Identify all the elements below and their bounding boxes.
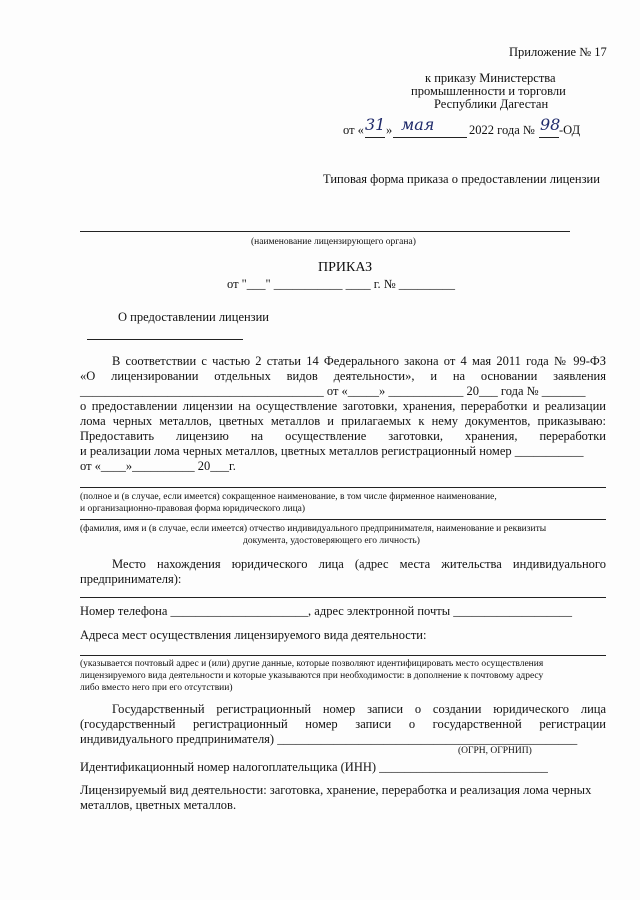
location-line-1: Место нахождения юридического лица (адрес места жительства индивидуального xyxy=(112,557,606,571)
caption-legal-name-1: (полное и (в случае, если имеется) сокращенное наименование, в том числе фирменное наименование, xyxy=(80,492,497,502)
caption-entrepreneur-1: (фамилия, имя и (в случае, если имеется) отчество индивидуального предпринимателя, наименование и реквизиты xyxy=(80,524,547,534)
subject-underline xyxy=(87,339,243,340)
date-prefix: от « xyxy=(343,123,364,137)
phone-email-line: Номер телефона ______________________, адрес электронной почты ___________________ xyxy=(80,604,573,618)
date-day-handwritten: 31 xyxy=(365,115,386,134)
body-line-5: лома черных металлов, цветных металлов и прилагаемых к нему документов, приказываю: xyxy=(80,414,606,428)
location-line-2: предпринимателя): xyxy=(80,572,182,586)
body-line-8: от «____»__________ 20___г. xyxy=(80,459,236,473)
date-number-handwritten: 98 xyxy=(540,115,561,134)
form-title: Типовая форма приказа о предоставлении лицензии xyxy=(323,172,600,186)
activity-places-label: Адреса мест осуществления лицензируемого вида деятельности: xyxy=(80,628,427,642)
licensed-activity-1: Лицензируемый вид деятельности: заготовка, хранение, переработка и реализация лома черных xyxy=(80,783,592,797)
body-line-6: Предоставить лицензию на осуществление заготовки, хранения, переработки xyxy=(80,429,606,443)
ogrn-caption: (ОГРН, ОГРНИП) xyxy=(458,746,532,756)
order-title: ПРИКАЗ xyxy=(318,260,373,275)
licensee-name-field xyxy=(80,487,606,488)
inn-line: Идентификационный номер налогоплательщика (ИНН) ___________________________ xyxy=(80,760,548,774)
date-suffix: -ОД xyxy=(559,123,581,137)
body-line-2: «О лицензировании отдельных видов деятельности», и на основании заявления xyxy=(80,369,606,383)
activity-address-field xyxy=(80,655,606,656)
licensed-activity-2: металлов, цветных металлов. xyxy=(80,798,237,812)
caption-address-3: либо вместо него при его отсутствии) xyxy=(80,683,233,693)
caption-address-2: лицензируемого вида деятельности и которые указываются при необходимости: в дополнение к почтовому адресу xyxy=(80,671,544,681)
location-field xyxy=(80,597,606,598)
state-reg-line-3: индивидуального предпринимателя) ________________________________________________ xyxy=(80,732,578,746)
body-line-3: _______________________________________ от «_____» ____________ 20___ года № _______ xyxy=(80,384,586,398)
body-line-1: В соответствии с частью 2 статьи 14 Федерального закона от 4 мая 2011 года № 99-ФЗ xyxy=(112,354,606,368)
issuer-caption: (наименование лицензирующего органа) xyxy=(251,237,416,247)
body-line-4: о предоставлении лицензии на осуществление заготовки, хранения, переработки и реализации xyxy=(80,399,606,413)
caption-legal-name-2: и организационно-правовая форма юридического лица) xyxy=(80,504,306,514)
date-month-handwritten: мая xyxy=(401,115,435,134)
order-date-number: от "___" ___________ ____ г. № _________ xyxy=(227,277,456,291)
state-reg-line-2: (государственный регистрационный номер записи о государственной регистрации xyxy=(80,717,606,731)
caption-entrepreneur-2: документа, удостоверяющего его личность) xyxy=(243,536,420,546)
to-order-text: к приказу Министерства xyxy=(425,71,556,85)
republic-name: Республики Дагестан xyxy=(434,97,549,111)
appendix-number: Приложение № 17 xyxy=(509,45,607,59)
ministry-name: промышленности и торговли xyxy=(411,84,566,98)
entrepreneur-field xyxy=(80,519,606,520)
order-subject: О предоставлении лицензии xyxy=(118,310,269,324)
body-line-7: и реализации лома черных металлов, цветных металлов регистрационный номер ___________ xyxy=(80,444,584,458)
state-reg-line-1: Государственный регистрационный номер записи о создании юридического лица xyxy=(112,702,606,716)
order-date-line: от « 31 » мая 2022 года № 98 -ОД xyxy=(343,115,581,137)
date-year: 2022 года № xyxy=(469,123,535,137)
caption-address-1: (указывается почтовый адрес и (или) другие данные, которые позволяют идентифицировать место осуществления xyxy=(80,659,544,669)
issuer-name-field xyxy=(80,231,570,232)
